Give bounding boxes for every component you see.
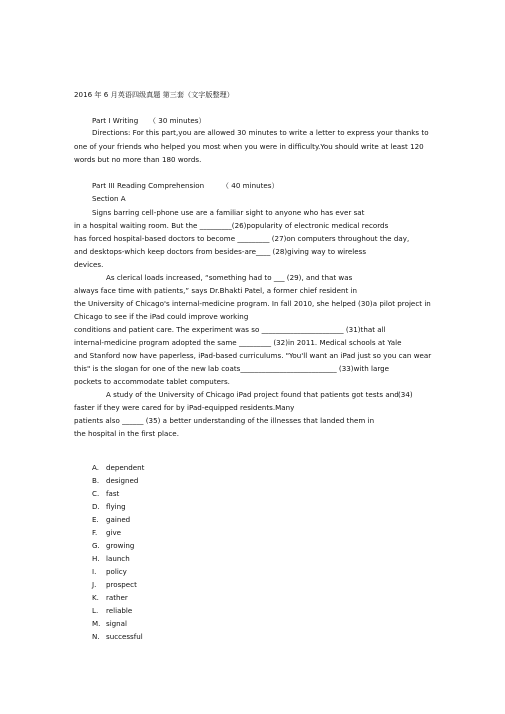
passage-line: internal-medicine program adopted the same _________ (32)in 2011. Medical schools at Yale	[74, 338, 402, 347]
blank-34-label: (34)	[398, 390, 413, 399]
passage-line: conditions and patient care. The experiment was so _______________________ (31)that all	[74, 325, 386, 334]
option-letter: K.	[92, 593, 99, 602]
passage-line: patients also ______ (35) a better understanding of the illnesses that landed them in	[74, 416, 375, 425]
option-word: flying	[106, 502, 126, 511]
passage-line: pockets to accommodate tablet computers.	[74, 377, 230, 386]
passage-line: and desktops-which keep doctors from besides-are____ (28)giving way to wireless	[74, 247, 367, 256]
option-word: growing	[106, 541, 135, 550]
option-letter: N.	[92, 632, 100, 641]
part1-directions-line: Directions: For this part,you are allowed 30 minutes to write a letter to express your thanks to	[92, 128, 429, 137]
option-letter: G.	[92, 541, 100, 550]
passage-line: Signs barring cell-phone use are a familiar sight to anyone who has ever sat	[92, 208, 365, 217]
passage-line: A study of the University of Chicago iPad project found that patients got tests and	[106, 390, 399, 399]
option-letter: A.	[92, 463, 99, 472]
option-word: fast	[106, 489, 120, 498]
option-word: prospect	[106, 580, 137, 589]
option-letter: E.	[92, 515, 99, 524]
option-word: give	[106, 528, 122, 537]
passage-line: and Stanford now have paperless, iPad-based curriculums. "You'll want an iPad just so you can wear	[74, 351, 432, 360]
option-word: policy	[106, 567, 127, 576]
option-letter: M.	[92, 619, 101, 628]
option-letter: F.	[92, 528, 98, 537]
option-letter: H.	[92, 554, 100, 563]
option-word: gained	[106, 515, 131, 524]
section-a-heading: Section A	[92, 194, 126, 203]
option-word: dependent	[106, 463, 145, 472]
part3-heading: Part III Reading Comprehension （ 40 minutes）	[92, 181, 279, 190]
option-word: designed	[106, 476, 139, 485]
option-word: signal	[106, 619, 127, 628]
passage-line: the hospital in the first place.	[74, 429, 179, 438]
option-letter: I.	[92, 567, 97, 576]
option-word: launch	[106, 554, 130, 563]
option-word: rather	[106, 593, 128, 602]
option-letter: B.	[92, 476, 100, 485]
option-letter: J.	[92, 580, 97, 589]
option-word: successful	[106, 632, 143, 641]
passage-line: always face time with patients,” says Dr.Bhakti Patel, a former chief resident in	[74, 286, 358, 295]
passage-line: in a hospital waiting room. But the _________(26)popularity of electronic medical records	[74, 221, 389, 230]
passage-line: this" is the slogan for one of the new lab coats___________________________ (33)with large	[74, 364, 390, 373]
part1-directions-line: one of your friends who helped you most when you were in difficulty.You should write at least 120	[74, 142, 424, 151]
option-word: reliable	[106, 606, 133, 615]
passage-line: Chicago to see if the iPad could improve working	[74, 312, 249, 321]
option-letter: D.	[92, 502, 100, 511]
passage-line: faster if they were cared for by iPad-equipped residents.Many	[74, 403, 295, 412]
passage-line: has forced hospital-based doctors to become _________ (27)on computers throughout the day,	[74, 234, 410, 243]
option-letter: L.	[92, 606, 99, 615]
passage-line: the University of Chicago's internal-medicine program. In fall 2010, she helped (30)a pilot project in	[74, 299, 431, 308]
option-letter: C.	[92, 489, 100, 498]
part1-directions-line: words but no more than 180 words.	[74, 155, 202, 164]
document-title: 2016 年 6 月英语四级真题 第三套（文字版整理）	[74, 90, 234, 99]
passage-line: devices.	[74, 260, 104, 269]
passage-line: As clerical loads increased, “something had to ___ (29), and that was	[106, 273, 353, 282]
part1-heading: Part I Writing （ 30 minutes）	[92, 116, 206, 125]
